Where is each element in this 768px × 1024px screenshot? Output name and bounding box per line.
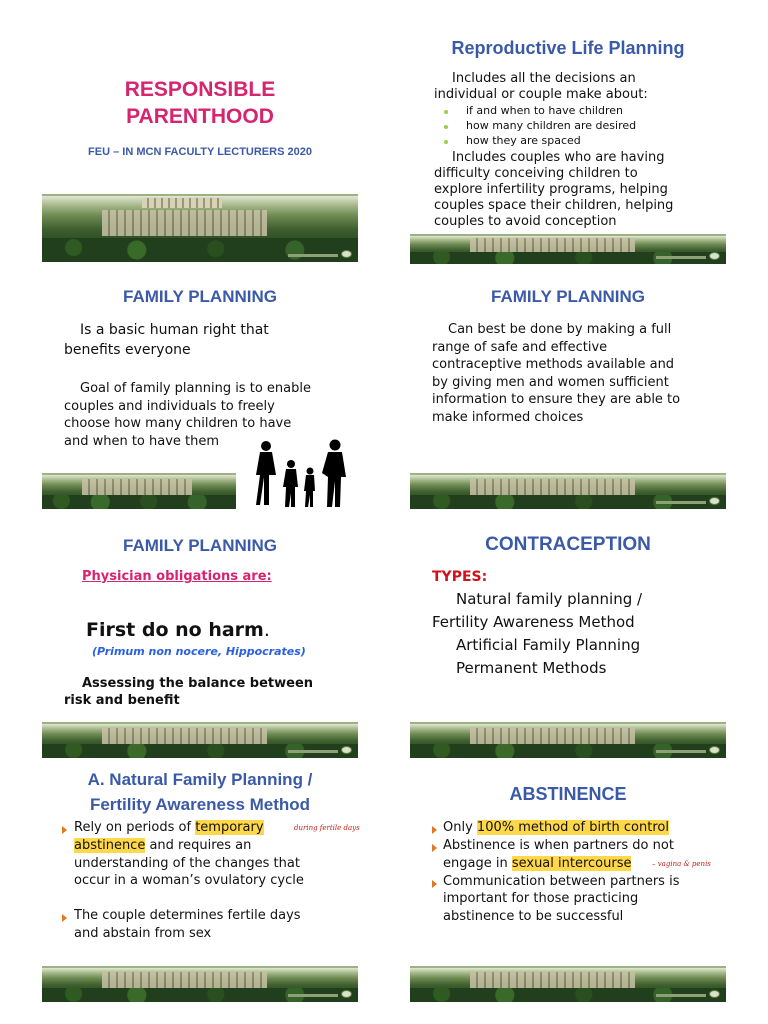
paragraph-line: individual or couple make about:: [434, 87, 648, 102]
bullet-arrow-icon: [62, 826, 67, 834]
campus-banner-image: [42, 194, 358, 262]
bullet-text: engage in: [443, 856, 512, 871]
bullet-line: Communication between partners is: [443, 874, 680, 889]
highlight-abstinence: abstinence: [74, 838, 146, 853]
bullet-arrow-icon: [432, 826, 437, 834]
slide-abstinence: [410, 770, 740, 1006]
campus-banner-image: [42, 966, 358, 1002]
slide-title-line1: A. Natural Family Planning /: [87, 770, 313, 789]
type-line: Fertility Awareness Method: [432, 613, 635, 631]
paragraph-line: information to ensure they are able to: [432, 392, 681, 407]
bullet-line: The couple determines fertile days: [74, 908, 301, 923]
first-do-no-harm-dot: .: [263, 619, 270, 641]
paragraph-line: by giving men and women sufficient: [432, 375, 669, 390]
highlight-100-percent: 100% method of birth control: [476, 820, 669, 835]
slide-title: FAMILY PLANNING: [123, 536, 277, 555]
paragraph-line: Assessing the balance between: [82, 676, 314, 691]
handwritten-note: – vagina & penis: [652, 860, 711, 868]
bullet-dot-icon: [444, 140, 448, 144]
bullet-dot-icon: [444, 125, 448, 129]
bullet-line: [443, 820, 669, 835]
slide-title-line1: RESPONSIBLE: [124, 78, 276, 101]
paragraph-line: Can best be done by making a full: [448, 322, 672, 337]
bullet-dot-icon: [444, 110, 448, 114]
slide-title: FAMILY PLANNING: [491, 287, 645, 306]
bullet-arrow-icon: [432, 880, 437, 888]
slide-subtitle: FEU – IN MCN FACULTY LECTURERS 2020: [88, 146, 312, 158]
campus-banner-image: [42, 722, 358, 758]
type-line: Permanent Methods: [456, 659, 607, 677]
slide-family-planning-1: [42, 277, 372, 513]
bullet-text: and requires an: [145, 838, 252, 853]
campus-banner-image: [410, 473, 726, 509]
paragraph-line: difficulty conceiving children to: [434, 166, 638, 181]
bullet-line: understanding of the changes that: [74, 856, 300, 871]
slide-title: FAMILY PLANNING: [123, 287, 277, 306]
first-do-no-harm-text: First do no harm: [86, 619, 264, 641]
physician-obligations-heading: Physician obligations are:: [82, 569, 272, 584]
paragraph-line: explore infertility programs, helping: [434, 182, 668, 197]
bullet-text: Rely on periods of: [74, 820, 196, 835]
bullet-arrow-icon: [432, 844, 437, 852]
bullet-arrow-icon: [62, 914, 67, 922]
slide-title-line2: PARENTHOOD: [126, 105, 274, 128]
paragraph-line: Is a basic human right that: [80, 322, 269, 338]
highlight-temporary: temporary: [195, 820, 264, 835]
campus-banner-image: [410, 234, 726, 264]
types-heading: TYPES:: [432, 569, 488, 585]
campus-banner-image: [410, 722, 726, 758]
type-line: Artificial Family Planning: [456, 636, 641, 654]
paragraph-line: contraceptive methods available and: [432, 357, 675, 372]
campus-banner-image: [42, 473, 236, 509]
bullet-item: if and when to have children: [466, 104, 623, 117]
slide-title: ABSTINENCE: [509, 784, 627, 804]
bullet-line: occur in a woman’s ovulatory cycle: [74, 873, 304, 888]
campus-banner-image: [410, 966, 726, 1002]
first-do-no-harm: [86, 619, 270, 641]
paragraph-line: make informed choices: [432, 410, 584, 425]
paragraph-line: risk and benefit: [64, 693, 180, 708]
slide-title: CONTRACEPTION: [485, 534, 651, 555]
bullet-line: [443, 856, 631, 871]
slide-title-line2: Fertility Awareness Method: [89, 795, 311, 814]
paragraph-line: couples space their children, helping: [434, 198, 674, 213]
bullet-text: Only: [443, 820, 477, 835]
bullet-line: [74, 838, 251, 853]
slide-reproductive-life-planning: [410, 28, 740, 264]
bullet-line: Abstinence is when partners do not: [443, 838, 674, 853]
paragraph-line: couples and individuals to freely: [64, 399, 275, 414]
paragraph-line: Goal of family planning is to enable: [80, 381, 311, 396]
bullet-line: [74, 820, 264, 835]
paragraph-line: Includes all the decisions an: [452, 71, 636, 86]
highlight-sexual-intercourse: sexual intercourse: [511, 856, 632, 871]
paragraph-line: choose how many children to have: [64, 416, 292, 431]
bullet-line: and abstain from sex: [74, 926, 212, 941]
slide-family-planning-3: [42, 526, 372, 762]
paragraph-line: couples to avoid conception: [434, 214, 617, 229]
slide-family-planning-2: [410, 277, 740, 513]
slide-contraception: [410, 526, 740, 762]
family-silhouette-icon: [250, 437, 350, 509]
slide-natural-family-planning: [42, 770, 372, 1006]
paragraph-line: and when to have them: [64, 434, 220, 449]
bullet-item: how many children are desired: [466, 119, 637, 132]
type-line: Natural family planning /: [456, 590, 643, 608]
slide-title: Reproductive Life Planning: [451, 38, 685, 58]
bullet-item: how they are spaced: [466, 134, 581, 147]
slide-responsible-parenthood: [42, 28, 372, 264]
bullet-line: abstinence to be successful: [443, 909, 624, 924]
paragraph-line: Includes couples who are having: [452, 150, 665, 165]
paragraph-line: benefits everyone: [64, 342, 191, 358]
paragraph-line: range of safe and effective: [432, 340, 608, 355]
latin-citation: (Primum non nocere, Hippocrates): [92, 645, 306, 658]
bullet-line: important for those practicing: [443, 891, 639, 906]
handwritten-note: during fertile days: [294, 824, 360, 832]
